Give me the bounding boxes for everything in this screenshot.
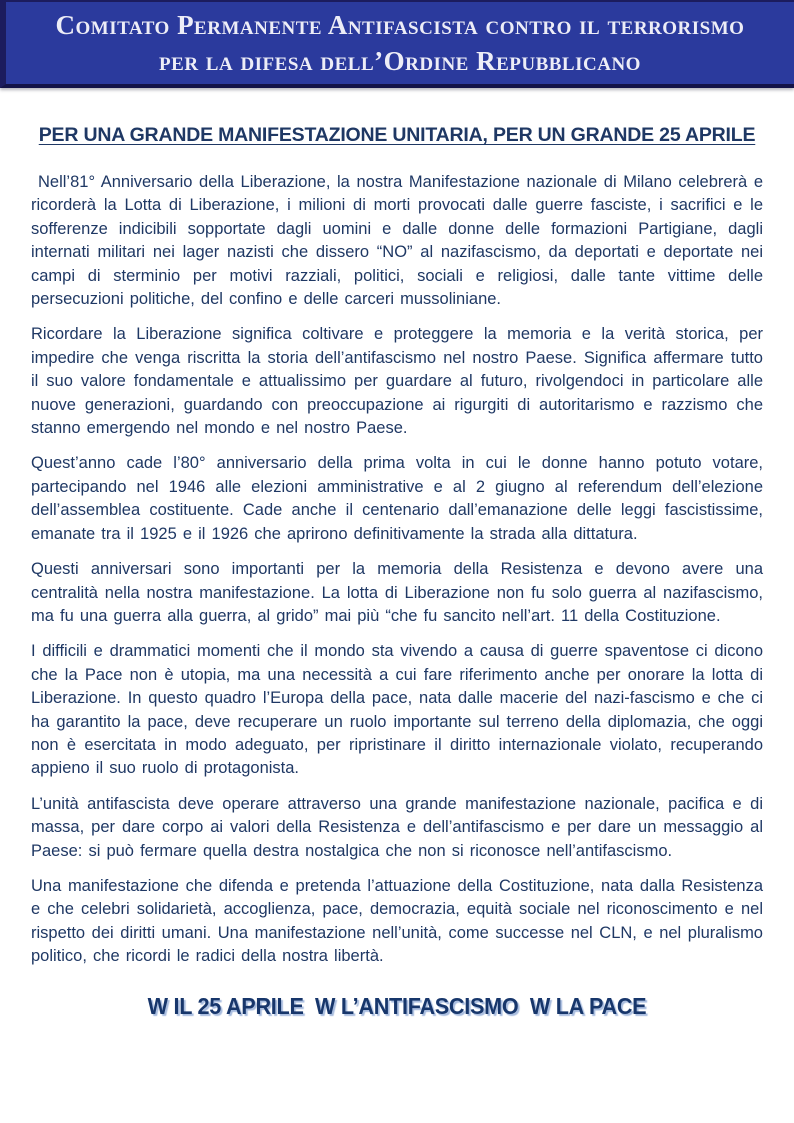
document-body: [31, 171, 763, 969]
body-paragraph: Quest’anno cade l’80° anniversario della prima volta in cui le donne hanno potuto votare, partecipando nel 1946 alle elezioni amministrative e al 2 giugno al referendum dell’elezione dell’assemblea costituente. Cade anche il centenario dall’emanazione delle leggi fascistissime, emanate tra il 1925 e il 1926 che aprirono definitivamente la strada alla dittatura.: [31, 454, 763, 543]
body-paragraph: L’unità antifascista deve operare attraverso una grande manifestazione nazionale, pacifica e di massa, per dare corpo ai valori della Resistenza e dell’antifascismo e per dare un messaggio al Paese: si può fermare quella destra nostalgica che non si riconosce nell’antifascismo.: [31, 794, 763, 860]
committee-banner: [0, 0, 794, 88]
closing-slogan: [0, 993, 794, 1020]
body-paragraph: Nell’81° Anniversario della Liberazione, la nostra Manifestazione nazionale di Milano celebrerà e ricorderà la Lotta di Liberazione, i milioni di morti provocati dalle guerre fasciste, i sacrifici e le sofferenze indicibili sopportate dagli uomini e dalle donne delle formazioni Partigiane, dagli internati militari nei lager nazisti che dissero “NO” al nazifascismo, da deportati e deportate nei campi di sterminio per motivi razziali, politici, sociali e religiosi, dalle tante vittime delle persecuzioni politiche, del confino e delle carceri mussoliniane.: [31, 173, 763, 309]
body-paragraph: Ricordare la Liberazione significa coltivare e proteggere la memoria e la verità storica, per impedire che venga riscritta la storia dell’antifascismo nel nostro Paese. Significa affermare tutto il suo valore fondamentale e attualissimo per guardare al futuro, rivolgendoci in particolare alle nuove generazioni, guardando con preoccupazione ai rigurgiti di autoritarismo e razzismo che stanno emergendo nel mondo e nel nostro Paese.: [31, 325, 763, 438]
body-paragraph: Una manifestazione che difenda e pretenda l’attuazione della Costituzione, nata dalla Resistenza e che celebri solidarietà, accoglienza, pace, democrazia, equità sociale nel riconoscimento e nel rispetto dei diritti umani. Una manifestazione nell’unità, come successe nel CLN, e nel pluralismo politico, che ricordi le radici della nostra libertà.: [31, 876, 763, 966]
body-paragraph: Questi anniversari sono importanti per la memoria della Resistenza e devono avere una centralità nella nostra manifestazione. La lotta di Liberazione non fu solo guerra al nazifascismo, ma fu una guerra alla guerra, al grido” mai più “che fu sancito nell’art. 11 della Costituzione.: [31, 560, 763, 625]
committee-name-line2: per la difesa dell’Ordine Repubblicano: [159, 46, 641, 76]
committee-name-line1: Comitato Permanente Antifascista contro il terrorismo: [55, 10, 745, 40]
body-paragraph: I difficili e drammatici momenti che il mondo sta vivendo a causa di guerre spaventose ci dicono che la Pace non è utopia, ma una necessità a cui fare riferimento anche per onorare la lotta di Liberazione. In questo quadro l’Europa della pace, nata dalle macerie del nazi-fascismo e che ci ha garantito la pace, deve recuperare un ruolo importante sul terreno della diplomazia, che oggi non è esercitata in modo adeguato, per ripristinare il diritto internazionale violato, recuperando appieno il suo ruolo di protagonista.: [31, 642, 763, 778]
document-title: PER UNA GRANDE MANIFESTAZIONE UNITARIA, PER UN GRANDE 25 APRILE: [38, 124, 756, 146]
closing-slogan-text: W IL 25 APRILE W L’ANTIFASCISMO W LA PACE: [147, 992, 647, 1019]
